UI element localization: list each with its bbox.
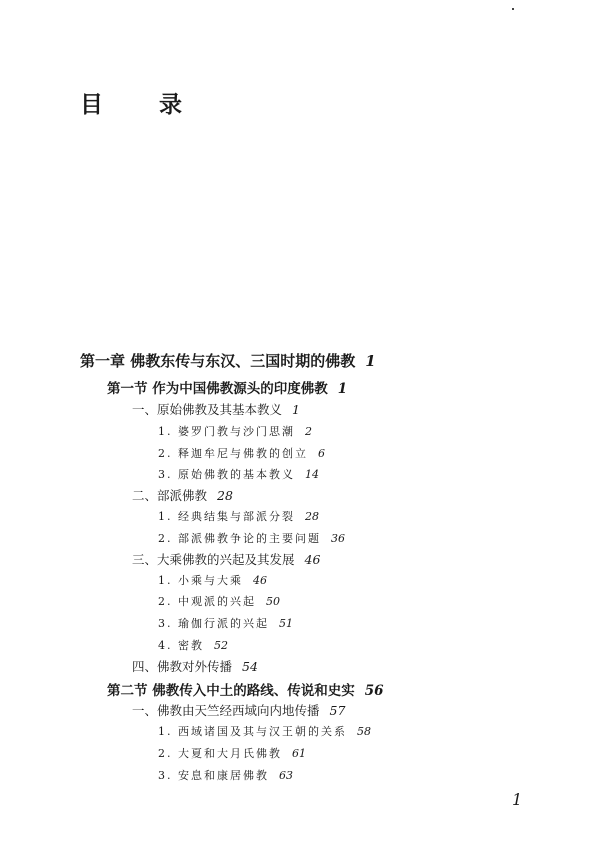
toc-entry-text: 第二节 佛教传入中土的路线、传说和史实: [107, 683, 355, 699]
toc-entry-text: 2. 中观派的兴起: [158, 595, 256, 608]
toc-page-number: 6: [318, 447, 325, 460]
toc-page-number: 51: [279, 617, 293, 630]
toc-entry-text: 第一节 作为中国佛教源头的印度佛教: [107, 381, 328, 397]
toc-page-number: 36: [331, 532, 345, 545]
toc-page-number: 46: [253, 574, 267, 587]
toc-page-number: 54: [242, 659, 258, 674]
toc-entry-text: 1. 小乘与大乘: [158, 574, 243, 587]
toc-chapter[interactable]: [80, 350, 376, 371]
toc-page-number: 50: [266, 595, 280, 608]
toc-page-number: 28: [305, 510, 319, 523]
toc-page-number: 63: [279, 769, 293, 782]
toc-entry-text: 3. 瑜伽行派的兴起: [158, 617, 269, 630]
toc-entry-text: 一、佛教由天竺经西域向内地传播: [132, 703, 320, 718]
toc-item[interactable]: [158, 637, 228, 653]
page-number: 1: [512, 790, 523, 809]
toc-subsection[interactable]: [132, 550, 320, 568]
toc-entry-text: 2. 释迦牟尼与佛教的创立: [158, 447, 308, 460]
toc-entry-text: 三、大乘佛教的兴起及其发展: [132, 552, 295, 567]
toc-item[interactable]: [158, 508, 319, 524]
toc-page-number: 58: [357, 725, 371, 738]
toc-subsection[interactable]: [132, 486, 233, 504]
toc-entry-text: 4. 密教: [158, 639, 204, 652]
toc-page-number: 46: [304, 552, 321, 567]
toc-page-number: 1: [365, 352, 376, 370]
toc-section[interactable]: [107, 679, 384, 699]
toc-entry-text: 3. 安息和康居佛教: [158, 769, 269, 782]
toc-section[interactable]: [107, 377, 347, 397]
toc-page-number: 52: [214, 639, 228, 652]
toc-item[interactable]: [158, 767, 293, 783]
toc-item[interactable]: [158, 572, 267, 588]
toc-page-number: 28: [217, 488, 233, 503]
toc-item[interactable]: [158, 593, 280, 609]
toc-entry-text: 3. 原始佛教的基本教义: [158, 468, 295, 481]
toc-entry-text: 1. 婆罗门教与沙门思潮: [158, 425, 295, 438]
toc-item[interactable]: [158, 615, 293, 631]
toc-page-number: 56: [364, 683, 384, 699]
toc-entry-text: 2. 大夏和大月氏佛教: [158, 747, 282, 760]
toc-entry-text: 二、部派佛教: [132, 488, 208, 503]
toc-item[interactable]: [158, 466, 319, 482]
toc-item[interactable]: [158, 423, 312, 439]
toc-item[interactable]: [158, 445, 325, 461]
toc-entry-text: 四、佛教对外传播: [132, 659, 233, 674]
toc-entry-text: 第一章 佛教东传与东汉、三国时期的佛教: [80, 352, 356, 370]
toc-item[interactable]: [158, 745, 306, 761]
toc-page-number: 1: [337, 381, 348, 397]
toc-subsection[interactable]: [132, 657, 258, 675]
toc-entry-text: 1. 经典结集与部派分裂: [158, 510, 295, 523]
toc-page-number: 14: [305, 468, 319, 481]
scan-mark: [512, 8, 514, 10]
toc-entry-text: 1. 西域诸国及其与汉王朝的关系: [158, 725, 347, 738]
toc-subsection[interactable]: [132, 701, 345, 719]
toc-entry-text: 一、原始佛教及其基本教义: [132, 402, 283, 417]
toc-item[interactable]: [158, 530, 345, 546]
toc-item[interactable]: [158, 723, 371, 739]
toc-page-number: 1: [292, 402, 300, 417]
toc-page-number: 57: [329, 703, 346, 718]
toc-page-number: 2: [305, 425, 312, 438]
toc-entry-text: 2. 部派佛教争论的主要问题: [158, 532, 321, 545]
page-title: 目 录: [80, 91, 207, 118]
toc-subsection[interactable]: [132, 400, 300, 418]
toc-page-number: 61: [292, 747, 306, 760]
